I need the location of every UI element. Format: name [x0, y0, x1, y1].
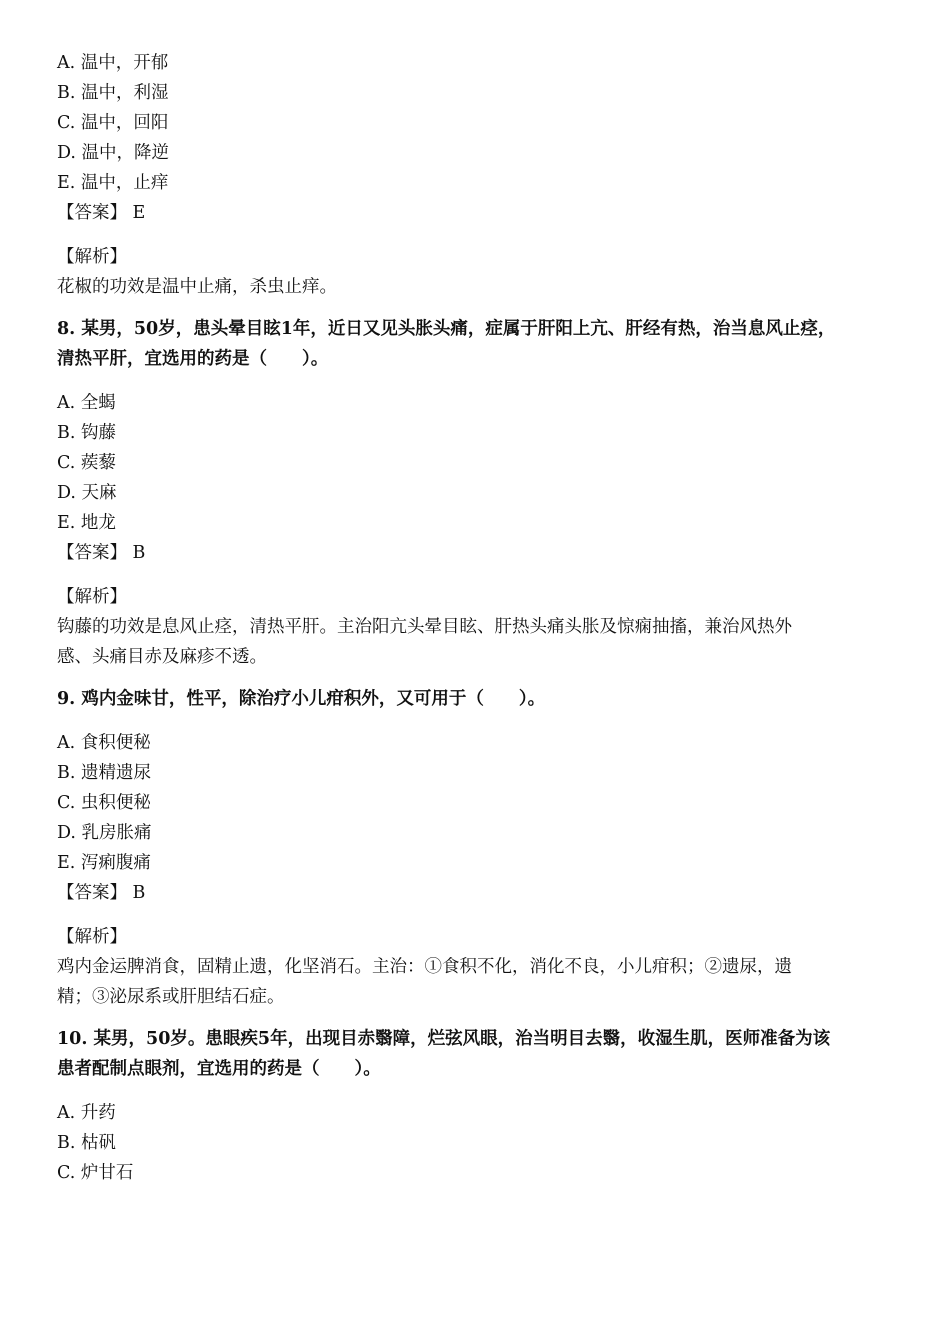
question-text	[57, 684, 887, 714]
analysis-text: 花椒的功效是温中止痛，杀虫止痒。	[57, 277, 337, 297]
option-a: A. 食积便秘	[57, 733, 151, 753]
question-line: 10. 某男，50岁。患眼疾5年，出现目赤翳障，烂弦风眼，治当明目去翳，收湿生肌，医师准备为该	[57, 1029, 831, 1049]
option-e: E. 地龙	[57, 513, 116, 533]
question-7-block	[57, 48, 887, 302]
option-c: C. 蒺藜	[57, 453, 116, 473]
analysis-title: 【解析】	[57, 247, 127, 267]
option-e: E. 温中，止痒	[57, 173, 169, 193]
question-10-block	[57, 1024, 887, 1188]
option-d: D. 天麻	[57, 483, 117, 503]
option-b: B. 遗精遗尿	[57, 763, 151, 783]
question-text	[57, 314, 887, 374]
document-page	[57, 48, 887, 1188]
option-b: B. 钩藤	[57, 423, 116, 443]
question-line: 9. 鸡内金味甘，性平，除治疗小儿疳积外，又可用于（ ）。	[57, 689, 546, 709]
answer: 【答案】 E	[57, 203, 146, 223]
option-a: A. 升药	[57, 1103, 116, 1123]
question-line: 8. 某男，50岁，患头晕目眩1年，近日又见头胀头痛，症属于肝阳上亢、肝经有热，治当息风止痉，	[57, 319, 836, 339]
answer: 【答案】 B	[57, 883, 146, 903]
option-e: E. 泻痢腹痛	[57, 853, 151, 873]
option-b: B. 枯矾	[57, 1133, 116, 1153]
question-9-block	[57, 684, 887, 1012]
analysis-title: 【解析】	[57, 587, 127, 607]
question-line: 患者配制点眼剂，宜选用的药是（ ）。	[57, 1059, 381, 1079]
option-a: A. 全蝎	[57, 393, 116, 413]
option-d: D. 温中，降逆	[57, 143, 170, 163]
question-text	[57, 1024, 887, 1084]
analysis-text: 感、头痛目赤及麻疹不透。	[57, 647, 267, 667]
question-line: 清热平肝，宜选用的药是（ ）。	[57, 349, 329, 369]
option-c: C. 虫积便秘	[57, 793, 151, 813]
analysis-text: 钩藤的功效是息风止痉，清热平肝。主治阳亢头晕目眩、肝热头痛头胀及惊痫抽搐，兼治风热外	[57, 617, 792, 637]
analysis-title: 【解析】	[57, 927, 127, 947]
option-c: C. 温中，回阳	[57, 113, 169, 133]
question-8-block	[57, 314, 887, 672]
option-a: A. 温中，开郁	[57, 53, 169, 73]
analysis-text: 精；③泌尿系或肝胆结石症。	[57, 987, 285, 1007]
option-d: D. 乳房胀痛	[57, 823, 152, 843]
answer: 【答案】 B	[57, 543, 146, 563]
option-c: C. 炉甘石	[57, 1163, 134, 1183]
option-b: B. 温中，利湿	[57, 83, 169, 103]
analysis-text: 鸡内金运脾消食，固精止遗，化坚消石。主治：①食积不化，消化不良，小儿疳积；②遗尿，遗	[57, 957, 792, 977]
